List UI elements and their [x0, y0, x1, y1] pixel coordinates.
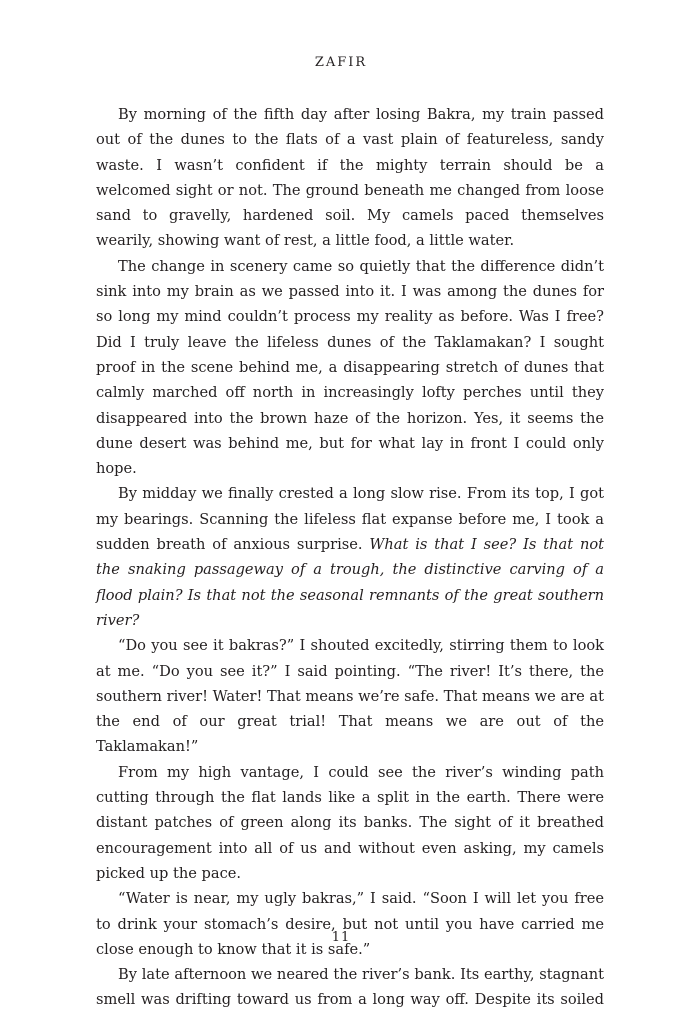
paragraph	[96, 481, 604, 633]
paragraph: By morning of the fifth day after losing Bakra, my train passed out of the dunes to the flats of a vast plain of featureless, sandy waste. I wasn’t confident if the mighty terrain should be a welcomed sight or not. The ground beneath me changed from loose sand to gravelly, hardened soil. My camels paced themselves wearily, showing want of rest, a little food, a little water.	[96, 106, 604, 250]
running-head: ZAFIR	[314, 55, 368, 70]
paragraph: “Do you see it bakras?” I shouted excitedly, stirring them to look at me. “Do you see it?” I said pointing. “The river! It’s there, the southern river! Water! That means we’re safe. That means we are at the end of our great trial! That means we are out of the Taklamakan!”	[96, 637, 604, 756]
page-number: 11	[331, 930, 351, 945]
paragraph: “Water is near, my ugly bakras,” I said. “Soon I will let you free to drink your stomach’s desire, but not until you have carried me close enough to know that it is safe.”	[96, 890, 604, 958]
paragraph-text: By midday we finally crested a long slow rise. From its top, I got my bearings. Scanning the lifeless flat expanse before me, I took a sudden breath of anxious surprise.	[96, 485, 604, 554]
italic-thought: What is that I see? Is that not the snaking passageway of a trough, the distinctive carving of a flood plain? Is that not the seasonal remnants of the great southern river?	[96, 536, 604, 629]
paragraph: The change in scenery came so quietly that the difference didn’t sink into my brain as we passed into it. I was among the dunes for so long my mind couldn’t process my reality as before. Was I free? Did I truly leave the lifeless dunes of the Taklamakan? I sought proof in the scene behind me, a disappearing stretch of dunes that calmly marched off north in increasingly lofty perches until they disappeared into the brown haze of the horizon. Yes, it seems the dune desert was behind me, but for what lay in front I could only hope.	[96, 257, 604, 478]
paragraph: From my high vantage, I could see the river’s winding path cutting through the flat lands like a split in the earth. There were distant patches of green along its banks. The sight of it breathed encouragement into all of us and without even asking, my camels picked up the pace.	[96, 763, 604, 882]
body-text	[96, 102, 604, 1013]
paragraph: By late afternoon we neared the river’s bank. Its earthy, stagnant smell was drifting toward us from a long way off. Despite its soiled	[96, 966, 604, 1009]
